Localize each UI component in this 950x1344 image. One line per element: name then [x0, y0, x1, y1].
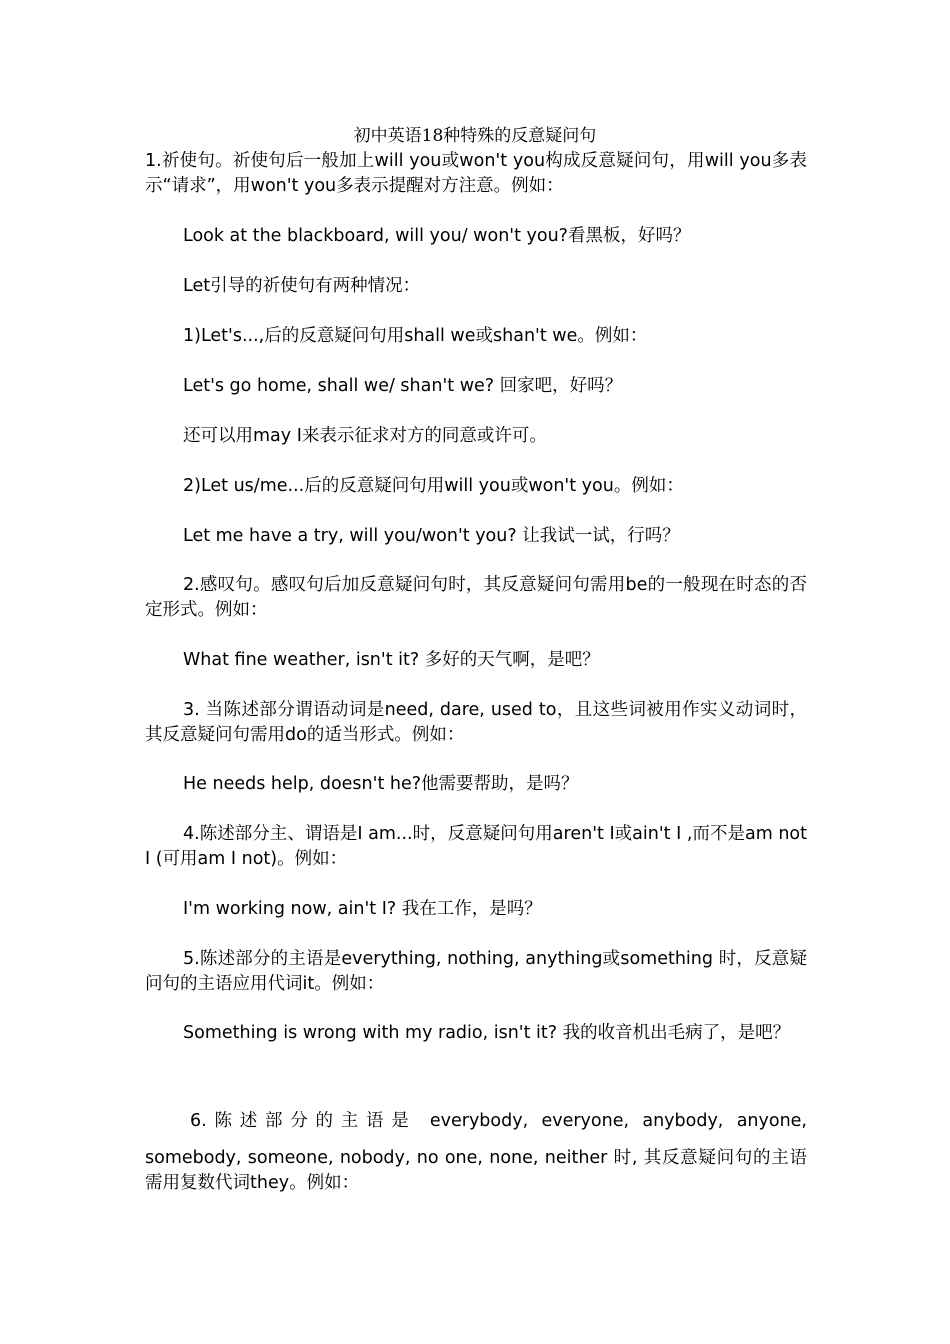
paragraph-1: 1.祈使句。祈使句后一般加上will you或won't you构成反意疑问句，用will you多表示“请求”，用won't you多表示提醒对方注意。例如： [145, 151, 807, 196]
example-lets: Let's go home, shall we/ shan't we? 回家吧，好吗？ [183, 376, 623, 396]
paragraph-6-line-2: somebody, someone, nobody, no one, none, neither 时, 其反意疑问句的主语需用复数代词they。例如： [145, 1148, 807, 1193]
paragraph-2: 2.感叹句。感叹句后加反意疑问句时，其反意疑问句需用be的一般现在时态的否定形式。例如： [145, 575, 807, 620]
paragraph-5: 5.陈述部分的主语是everything, nothing, anything或something 时，反意疑问句的主语应用代词it。例如： [145, 949, 807, 994]
paragraph-let: Let引导的祈使句有两种情况： [183, 276, 421, 296]
paragraph-4: 4.陈述部分主、谓语是I am...时，反意疑问句用aren't I或ain't I ,而不是am not I (可用am I not)。例如： [145, 824, 807, 869]
paragraph-may-i: 还可以用may I来表示征求对方的同意或许可。 [183, 426, 547, 446]
paragraph-3: 3. 当陈述部分谓语动词是need, dare, used to，且这些词被用作实义动词时，其反意疑问句需用do的适当形式。例如： [145, 700, 807, 745]
example-let-me: Let me have a try, will you/won't you? 让我试一试，行吗？ [183, 526, 680, 546]
example-4: I'm working now, ain't I? 我在工作，是吗？ [183, 899, 542, 919]
paragraph-6-line-1: 6.陈述部分的主语是 everybody, everyone, anybody, anyone, [190, 1111, 807, 1131]
paragraph-let-us: 2)Let us/me...后的反意疑问句用will you或won't you。例如： [183, 476, 684, 496]
example-3: He needs help, doesn't he?他需要帮助，是吗？ [183, 774, 579, 794]
example-1: Look at the blackboard, will you/ won't you?看黑板，好吗？ [183, 226, 691, 246]
paragraph-lets: 1)Let's...,后的反意疑问句用shall we或shan't we。例如： [183, 326, 648, 346]
example-5: Something is wrong with my radio, isn't it? 我的收音机出毛病了，是吧？ [183, 1023, 791, 1043]
page-title: 初中英语18种特殊的反意疑问句 [353, 126, 597, 146]
example-2: What fine weather, isn't it? 多好的天气啊，是吧？ [183, 650, 600, 670]
